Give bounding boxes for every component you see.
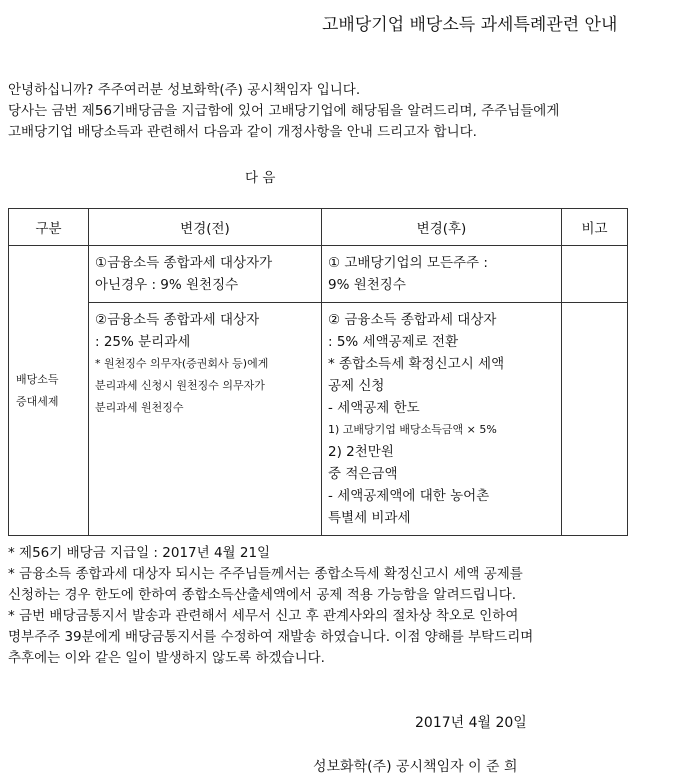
table-header-row (9, 209, 628, 246)
category-line: 증대세제 (16, 394, 59, 408)
after-line: 중 적은금액 (328, 466, 398, 482)
after-line: * 종합소득세 확정신고시 세액 (328, 356, 505, 372)
before-cell (89, 246, 322, 303)
note-line: * 금융소득 종합과세 대상자 되시는 주주님들께서는 종합소득세 확정신고시 세액 공제를 (8, 566, 523, 582)
after-line: - 세액공제 한도 (328, 400, 420, 416)
header-category: 구분 (9, 209, 89, 246)
document-date: 2017년 4월 20일 (415, 715, 527, 731)
after-line: 특별세 비과세 (328, 510, 411, 526)
before-line: 분리과세 신청시 원천징수 의무자가 (95, 379, 265, 392)
note-line: 신청하는 경우 한도에 한하여 종합소득산출세액에서 공제 적용 가능함을 알려드립니다. (8, 587, 517, 603)
before-line: : 25% 분리과세 (95, 334, 191, 350)
signature: 성보화학(주) 공시책임자 이 준 희 (313, 759, 518, 775)
category-line: 배당소득 (16, 372, 59, 386)
category-cell (9, 246, 89, 536)
header-remarks: 비고 (562, 209, 628, 246)
after-cell (322, 303, 562, 536)
after-line: 2) 2천만원 (328, 444, 394, 460)
note-line: * 금번 배당금통지서 발송과 관련해서 세무서 신고 후 관계사와의 절차상 착오로 인하여 (8, 608, 519, 624)
remarks-cell (562, 303, 628, 536)
before-line: ①금융소득 종합과세 대상자가 (95, 255, 273, 271)
table-row (9, 303, 628, 536)
before-cell (89, 303, 322, 536)
after-line: 9% 원천징수 (328, 277, 406, 293)
after-line: 1) 고배당기업 배당소득금액 × 5% (328, 423, 497, 436)
after-line: 공제 신청 (328, 378, 385, 394)
table-row (9, 246, 628, 303)
note-line: 명부주주 39분에게 배당금통지서를 수정하여 재발송 하였습니다. 이점 양해를 부탁드리며 (8, 629, 534, 645)
before-line: 분리과세 원천징수 (95, 401, 184, 414)
page-title: 고배당기업 배당소득 과세특례관련 안내 (322, 15, 618, 35)
intro-line: 당사는 금번 제56기배당금을 지급함에 있어 고배당기업에 해당됨을 알려드리며, 주주님들에게 (8, 103, 560, 119)
after-cell (322, 246, 562, 303)
note-line: * 제56기 배당금 지급일 : 2017년 4월 21일 (8, 545, 271, 561)
intro-paragraph (8, 80, 559, 143)
after-line: ② 금융소득 종합과세 대상자 (328, 312, 497, 328)
before-line: ②금융소득 종합과세 대상자 (95, 312, 260, 328)
before-line: 아닌경우 : 9% 원천징수 (95, 277, 239, 293)
header-after: 변경(후) (322, 209, 562, 246)
before-line: * 원천징수 의무자(증권회사 등)에게 (95, 357, 269, 370)
after-line: ① 고배당기업의 모든주주 : (328, 255, 488, 271)
remarks-cell (562, 246, 628, 303)
header-before: 변경(전) (89, 209, 322, 246)
after-line: - 세액공제액에 대한 농어촌 (328, 488, 490, 504)
tax-change-table (8, 208, 628, 536)
intro-line: 고배당기업 배당소득과 관련해서 다음과 같이 개정사항을 안내 드리고자 합니다. (8, 124, 477, 140)
after-line: : 5% 세액공제로 전환 (328, 334, 459, 350)
note-line: 추후에는 이와 같은 일이 발생하지 않도록 하겠습니다. (8, 650, 325, 666)
section-heading: 다 음 (245, 170, 276, 186)
notes-section (8, 543, 533, 669)
intro-line: 안녕하십니까? 주주여러분 성보화학(주) 공시책임자 입니다. (8, 82, 361, 98)
